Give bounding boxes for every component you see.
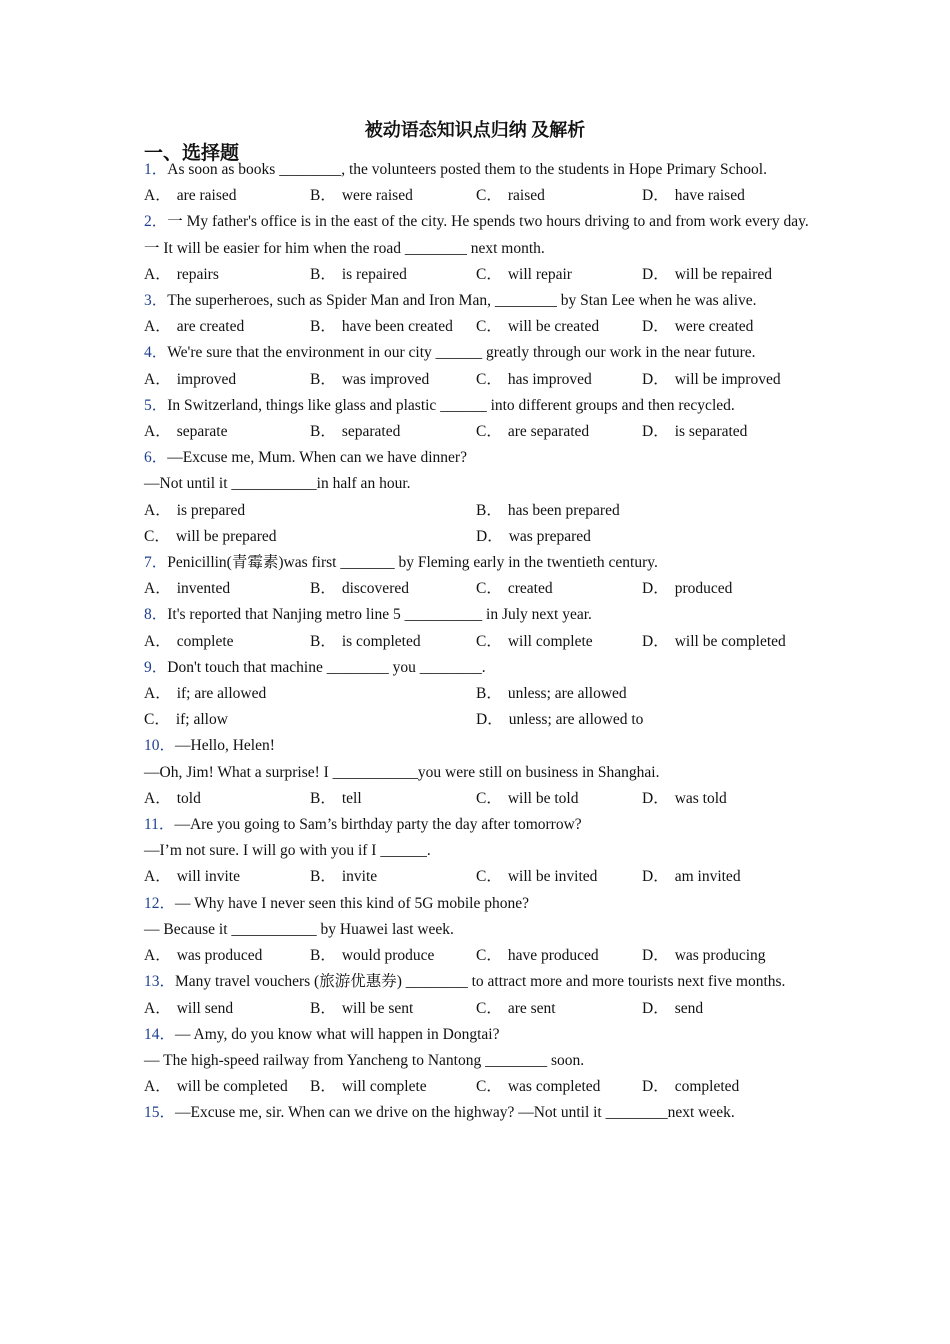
option-letter: A．: [144, 1078, 171, 1096]
answer-option: [144, 1074, 310, 1100]
section-heading: 一、选择题: [144, 143, 240, 164]
answer-option: [476, 681, 808, 707]
option-letter: C．: [476, 868, 502, 886]
option-text: repairs: [176, 265, 219, 283]
answer-option: [476, 367, 642, 393]
question-number: 8．: [144, 606, 168, 624]
option-text: tell: [341, 789, 362, 807]
option-letter: D．: [642, 1078, 669, 1096]
question-item: [144, 393, 816, 445]
option-letter: A．: [144, 789, 171, 807]
answer-option: [642, 864, 808, 890]
answer-option: [642, 262, 808, 288]
option-text: will be invited: [507, 868, 598, 886]
option-text: was improved: [341, 370, 430, 388]
question-dialogue-line: [144, 917, 816, 943]
answer-option: [642, 1074, 808, 1100]
question-text: —Are you going to Sam’s birthday party the day after tomorrow?: [174, 816, 582, 834]
question-item: [144, 655, 816, 734]
answer-option: [144, 262, 310, 288]
options-row: [144, 367, 816, 393]
question-dialogue-line: [144, 838, 816, 864]
question-text: Don't touch that machine ________ you ________.: [167, 658, 486, 676]
answer-option: [642, 576, 808, 602]
options-row: [144, 1074, 816, 1100]
question-stem: [144, 157, 816, 183]
option-text: will repair: [507, 265, 572, 283]
answer-option: [144, 576, 310, 602]
answer-option: [476, 576, 642, 602]
option-letter: A．: [144, 947, 171, 965]
answer-option: [476, 524, 808, 550]
option-text: has been prepared: [507, 501, 620, 519]
question-text: Penicillin(青霉素)was first _______ by Fleming early in the twentieth century.: [167, 554, 658, 572]
question-item: [144, 891, 816, 970]
question-stem: [144, 733, 816, 759]
answer-option: [476, 314, 642, 340]
answer-option: [476, 629, 642, 655]
option-letter: D．: [476, 711, 503, 729]
option-letter: C．: [476, 789, 502, 807]
answer-option: [310, 864, 476, 890]
question-number: 14．: [144, 1025, 176, 1043]
question-item: [144, 602, 816, 654]
option-letter: C．: [476, 580, 502, 598]
answer-option: [310, 314, 476, 340]
option-letter: D．: [642, 423, 669, 441]
option-text: will be completed: [176, 1078, 288, 1096]
option-text: were created: [674, 318, 754, 336]
option-letter: A．: [144, 370, 171, 388]
answer-option: [642, 367, 808, 393]
option-letter: A．: [144, 580, 171, 598]
answer-option: [144, 419, 310, 445]
option-text: produced: [674, 580, 733, 598]
option-letter: D．: [642, 370, 669, 388]
question-item: [144, 812, 816, 891]
answer-option: [476, 996, 642, 1022]
options-row: [144, 498, 816, 524]
option-letter: B．: [476, 685, 502, 703]
option-text: unless; are allowed to: [508, 711, 644, 729]
answer-option: [476, 707, 808, 733]
option-text: will be prepared: [175, 527, 277, 545]
question-stem: [144, 288, 816, 314]
option-text: will complete: [507, 632, 593, 650]
option-text: separate: [176, 423, 228, 441]
question-text: 一 My father's office is in the east of the city. He spends two hours driving to and from work every day.: [167, 213, 809, 231]
answer-option: [476, 183, 642, 209]
option-text: will be improved: [674, 370, 781, 388]
options-row: [144, 576, 816, 602]
option-text: send: [674, 999, 704, 1017]
option-letter: C．: [476, 265, 502, 283]
answer-option: [310, 419, 476, 445]
option-text: told: [176, 789, 201, 807]
option-letter: D．: [642, 789, 669, 807]
answer-option: [144, 786, 310, 812]
question-text: 一 It will be easier for him when the road ________ next month.: [144, 239, 545, 257]
question-text: —Oh, Jim! What a surprise! I ___________you were still on business in Shanghai.: [144, 763, 660, 781]
answer-option: [310, 996, 476, 1022]
options-row: [144, 864, 816, 890]
question-item: [144, 733, 816, 812]
option-letter: B．: [310, 187, 336, 205]
question-number: 1．: [144, 161, 168, 178]
option-text: have been created: [341, 318, 453, 336]
option-letter: D．: [642, 580, 669, 598]
question-number: 15．: [144, 1104, 176, 1122]
options-row: [144, 681, 816, 707]
answer-option: [310, 786, 476, 812]
option-letter: A．: [144, 868, 171, 886]
option-text: separated: [341, 423, 401, 441]
answer-option: [310, 367, 476, 393]
option-letter: A．: [144, 999, 171, 1017]
option-letter: B．: [310, 789, 336, 807]
option-letter: B．: [310, 580, 336, 598]
option-letter: A．: [144, 318, 171, 336]
question-number: 4．: [144, 344, 168, 362]
option-letter: A．: [144, 685, 171, 703]
option-text: will be created: [507, 318, 600, 336]
options-row: [144, 786, 816, 812]
option-letter: B．: [310, 947, 336, 965]
option-letter: B．: [310, 868, 336, 886]
question-stem: [144, 969, 816, 995]
question-number: 9．: [144, 658, 168, 676]
options-row: [144, 707, 816, 733]
question-text: — Because it ___________ by Huawei last week.: [144, 920, 454, 938]
option-text: will complete: [341, 1078, 427, 1096]
question-number: 2．: [144, 213, 168, 231]
answer-option: [144, 367, 310, 393]
document-title: 被动语态知识点归纳 及解析: [364, 120, 586, 140]
question-number: 12．: [144, 894, 176, 912]
option-letter: D．: [642, 999, 669, 1017]
answer-option: [642, 183, 808, 209]
answer-option: [144, 707, 476, 733]
options-row: [144, 524, 816, 550]
answer-option: [310, 262, 476, 288]
question-number: 11．: [144, 816, 175, 834]
question-text: —Excuse me, sir. When can we drive on the highway? —Not until it ________next week.: [175, 1104, 735, 1122]
option-text: will be repaired: [674, 265, 772, 283]
question-item: [144, 209, 816, 288]
answer-option: [144, 314, 310, 340]
option-letter: A．: [144, 423, 171, 441]
answer-option: [310, 183, 476, 209]
option-text: will invite: [176, 868, 240, 886]
question-stem: [144, 209, 816, 235]
option-letter: C．: [476, 1078, 502, 1096]
option-letter: D．: [642, 868, 669, 886]
option-text: if; allow: [175, 711, 228, 729]
option-text: will be sent: [341, 999, 414, 1017]
options-row: [144, 262, 816, 288]
question-dialogue-line: [144, 1048, 816, 1074]
option-text: invite: [341, 868, 378, 886]
option-text: completed: [674, 1078, 740, 1096]
option-text: am invited: [674, 868, 741, 886]
answer-option: [144, 524, 476, 550]
option-text: are sent: [507, 999, 556, 1017]
option-text: is prepared: [176, 501, 246, 519]
option-letter: C．: [476, 947, 502, 965]
question-number: 6．: [144, 449, 168, 467]
answer-option: [310, 943, 476, 969]
question-text: — The high-speed railway from Yancheng to Nantong ________ soon.: [144, 1051, 585, 1069]
question-item: [144, 340, 816, 392]
question-stem: [144, 1100, 816, 1126]
option-text: is completed: [341, 632, 421, 650]
options-row: [144, 183, 816, 209]
option-letter: C．: [476, 999, 502, 1017]
answer-option: [476, 943, 642, 969]
answer-option: [144, 183, 310, 209]
option-letter: B．: [310, 632, 336, 650]
question-number: 13．: [144, 973, 176, 991]
options-row: [144, 996, 816, 1022]
answer-option: [144, 498, 476, 524]
answer-option: [144, 864, 310, 890]
option-letter: A．: [144, 187, 171, 205]
question-item: [144, 969, 816, 1021]
options-row: [144, 314, 816, 340]
answer-option: [642, 419, 808, 445]
question-stem: [144, 812, 816, 838]
question-text: We're sure that the environment in our city ______ greatly through our work in the near future.: [167, 344, 756, 362]
option-text: have raised: [674, 187, 745, 205]
option-text: complete: [176, 632, 234, 650]
option-letter: C．: [476, 423, 502, 441]
option-letter: D．: [642, 947, 669, 965]
question-number: 3．: [144, 292, 168, 310]
option-text: has improved: [507, 370, 592, 388]
option-letter: B．: [310, 370, 336, 388]
question-number: 7．: [144, 554, 168, 572]
question-text: In Switzerland, things like glass and plastic ______ into different groups and then recycled.: [167, 396, 735, 414]
question-text: —Excuse me, Mum. When can we have dinner?: [167, 449, 467, 467]
answer-option: [310, 1074, 476, 1100]
question-item: [144, 157, 816, 209]
option-letter: A．: [144, 265, 171, 283]
question-stem: [144, 550, 816, 576]
option-text: was prepared: [508, 527, 591, 545]
option-text: will send: [176, 999, 234, 1017]
option-letter: D．: [642, 187, 669, 205]
answer-option: [642, 996, 808, 1022]
option-text: if; are allowed: [176, 685, 267, 703]
option-text: invented: [176, 580, 231, 598]
answer-option: [642, 786, 808, 812]
question-stem: [144, 602, 816, 628]
answer-option: [476, 864, 642, 890]
option-text: are created: [176, 318, 245, 336]
answer-option: [144, 681, 476, 707]
question-text: It's reported that Nanjing metro line 5 __________ in July next year.: [167, 606, 592, 624]
question-dialogue-line: [144, 760, 816, 786]
option-text: discovered: [341, 580, 409, 598]
option-letter: C．: [476, 632, 502, 650]
option-text: was produced: [176, 947, 263, 965]
option-text: is repaired: [341, 265, 407, 283]
question-list: [144, 157, 816, 1127]
option-text: unless; are allowed: [507, 685, 627, 703]
question-number: 5．: [144, 396, 168, 414]
option-text: were raised: [341, 187, 413, 205]
question-stem: [144, 1022, 816, 1048]
option-letter: B．: [310, 1078, 336, 1096]
answer-option: [476, 1074, 642, 1100]
answer-option: [476, 419, 642, 445]
answer-option: [476, 262, 642, 288]
option-letter: D．: [476, 527, 503, 545]
answer-option: [476, 498, 808, 524]
answer-option: [310, 629, 476, 655]
option-text: will be told: [507, 789, 579, 807]
answer-option: [144, 996, 310, 1022]
question-stem: [144, 891, 816, 917]
option-text: was producing: [674, 947, 766, 965]
option-letter: C．: [144, 527, 170, 545]
question-dialogue-line: [144, 236, 816, 262]
option-text: was completed: [507, 1078, 601, 1096]
question-stem: [144, 393, 816, 419]
question-stem: [144, 655, 816, 681]
option-letter: D．: [642, 318, 669, 336]
question-item: [144, 288, 816, 340]
question-text: As soon as books ________, the volunteers posted them to the students in Hope Primary School.: [167, 161, 767, 178]
option-letter: B．: [476, 501, 502, 519]
question-stem: [144, 445, 816, 471]
question-dialogue-line: [144, 471, 816, 497]
option-letter: C．: [476, 187, 502, 205]
option-letter: C．: [144, 711, 170, 729]
question-text: — Why have I never seen this kind of 5G mobile phone?: [175, 894, 529, 912]
question-number: 10．: [144, 737, 176, 755]
question-text: — Amy, do you know what will happen in Dongtai?: [175, 1025, 500, 1043]
option-text: raised: [507, 187, 545, 205]
option-letter: B．: [310, 265, 336, 283]
answer-option: [642, 314, 808, 340]
option-letter: D．: [642, 632, 669, 650]
question-item: [144, 445, 816, 550]
option-letter: B．: [310, 423, 336, 441]
question-text: —I’m not sure. I will go with you if I ______.: [144, 842, 431, 860]
question-item: [144, 1100, 816, 1126]
option-text: have produced: [507, 947, 599, 965]
options-row: [144, 629, 816, 655]
option-letter: C．: [476, 318, 502, 336]
question-text: —Hello, Helen!: [175, 737, 275, 755]
question-text: The superheroes, such as Spider Man and Iron Man, ________ by Stan Lee when he was alive.: [167, 292, 757, 310]
option-text: is separated: [674, 423, 748, 441]
option-letter: B．: [310, 318, 336, 336]
question-text: Many travel vouchers (旅游优惠券) ________ to attract more and more tourists next five months.: [175, 973, 786, 991]
option-letter: D．: [642, 265, 669, 283]
question-item: [144, 1022, 816, 1101]
question-text: —Not until it ___________in half an hour.: [144, 475, 411, 493]
answer-option: [310, 576, 476, 602]
answer-option: [642, 943, 808, 969]
option-letter: A．: [144, 632, 171, 650]
option-text: are raised: [176, 187, 237, 205]
answer-option: [144, 943, 310, 969]
question-item: [144, 550, 816, 602]
option-letter: B．: [310, 999, 336, 1017]
options-row: [144, 943, 816, 969]
answer-option: [144, 629, 310, 655]
option-text: would produce: [341, 947, 435, 965]
option-text: improved: [176, 370, 237, 388]
option-text: was told: [674, 789, 727, 807]
option-text: created: [507, 580, 553, 598]
option-letter: A．: [144, 501, 171, 519]
answer-option: [642, 629, 808, 655]
option-text: will be completed: [674, 632, 786, 650]
answer-option: [476, 786, 642, 812]
question-stem: [144, 340, 816, 366]
option-text: are separated: [507, 423, 590, 441]
option-letter: C．: [476, 370, 502, 388]
options-row: [144, 419, 816, 445]
